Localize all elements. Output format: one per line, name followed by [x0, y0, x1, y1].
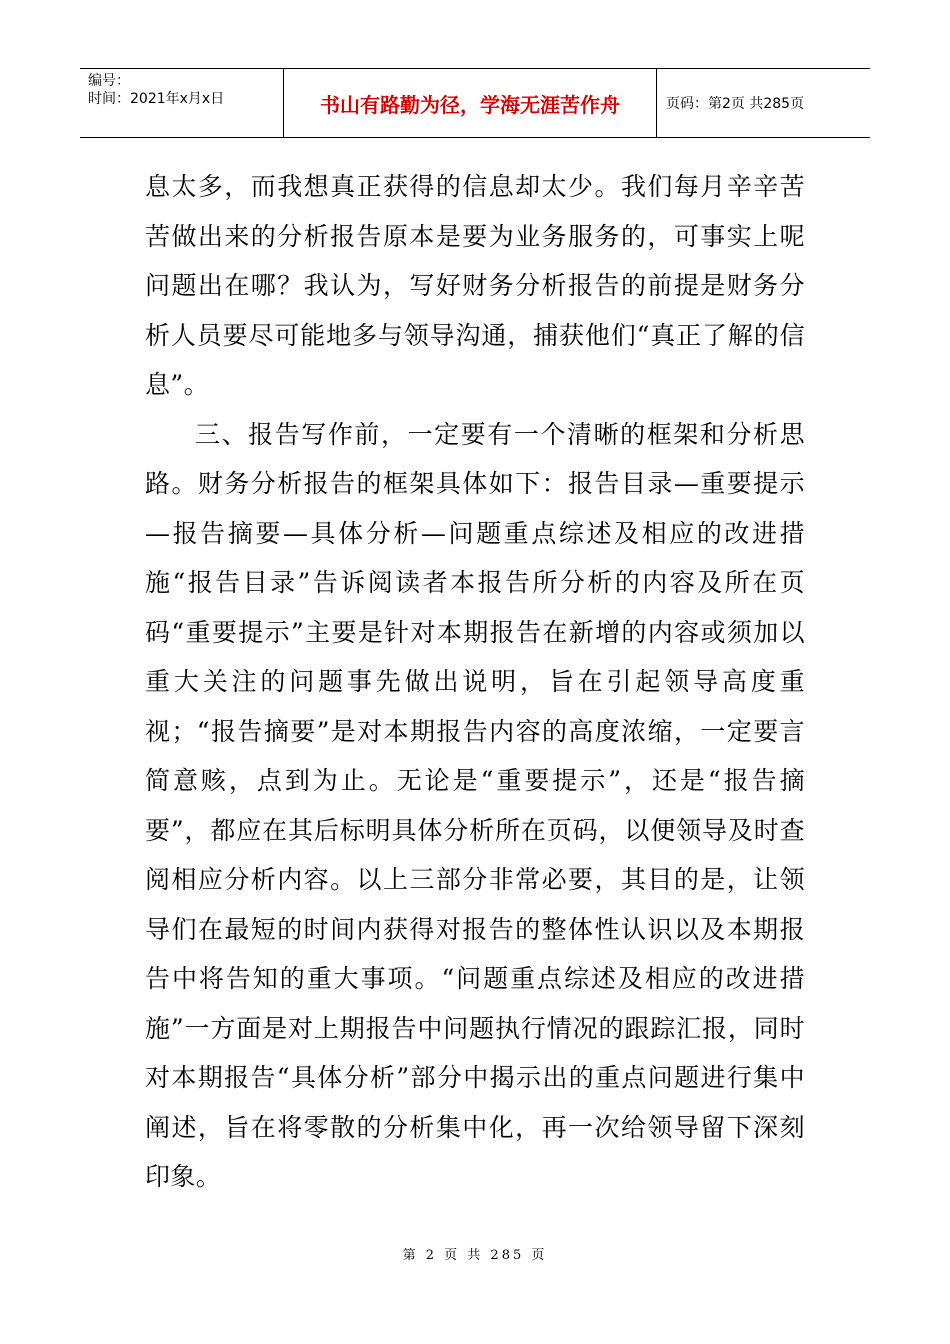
page-footer: 第 2 页 共 285 页 [402, 1248, 548, 1263]
date-label: 时间：2021年x月x日 [88, 91, 225, 107]
header-motto-cell [283, 69, 657, 137]
body-paragraph-1: 息太多，而我想真正获得的信息却太少。我们每月辛辛苦苦做出来的分析报告原本是要为业务服务的，可事实上呢问题出在哪？我认为，写好财务分析报告的前提是财务分析人员要尽可能地多与领导沟通，捕获他们“真正了解的信息”。 [145, 172, 805, 399]
header-meta-cell [80, 69, 283, 137]
serial-number-label: 编号： [88, 73, 130, 89]
header-page-cell [656, 69, 870, 137]
motto-text: 书山有路勤为径，学海无涯苦作舟 [320, 93, 620, 117]
document-body [145, 162, 805, 1202]
body-paragraph-2: 三、报告写作前，一定要有一个清晰的框架和分析思路。财务分析报告的框架具体如下：报告目录—重要提示—报告摘要—具体分析—问题重点综述及相应的改进措施“报告目录”告诉阅读者本报告所分析的内容及所在页码“重要提示”主要是针对本期报告在新增的内容或须加以重大关注的问题事先做出说明，旨在引起领导高度重视；“报告摘要”是对本期报告内容的高度浓缩，一定要言简意赅，点到为止。无论是“重要提示”，还是“报告摘要”，都应在其后标明具体分析所在页码，以便领导及时查阅相应分析内容。以上三部分非常必要，其目的是，让领导们在最短的时间内获得对报告的整体性认识以及本期报告中将告知的重大事项。“问题重点综述及相应的改进措施”一方面是对上期报告中问题执行情况的跟踪汇报，同时对本期报告“具体分析”部分中揭示出的重点问题进行集中阐述，旨在将零散的分析集中化，再一次给领导留下深刻印象。 [145, 419, 805, 1191]
header-page-code: 页码：第2页 共285页 [666, 96, 805, 112]
page-header [80, 68, 870, 138]
